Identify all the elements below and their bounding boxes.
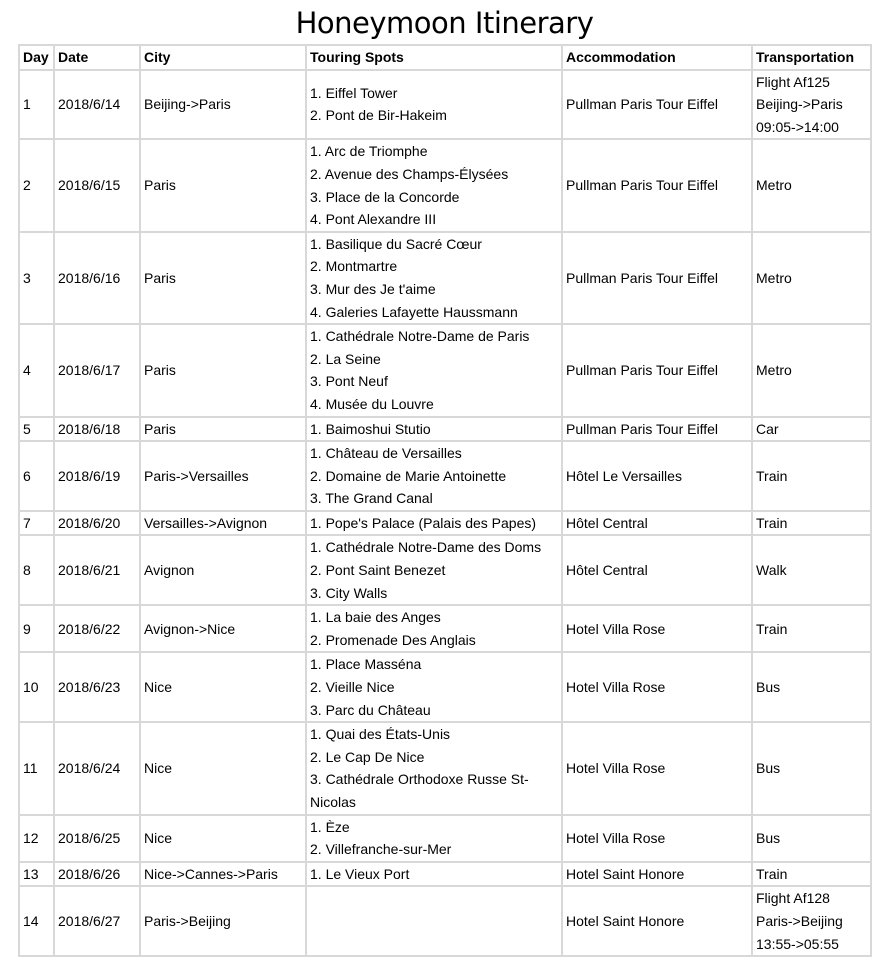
- transportation-line: Metro: [756, 362, 792, 379]
- accommodation-cell: Hotel Saint Honore: [562, 886, 752, 956]
- date-cell: 2018/6/25: [54, 815, 140, 862]
- touring-spot: 1. Pope's Palace (Palais des Papes): [310, 514, 537, 531]
- touring-spots-cell: [306, 722, 562, 814]
- transportation-line: Metro: [756, 177, 792, 194]
- touring-spot: 2. Domaine de Marie Antoinette: [310, 467, 507, 484]
- touring-spots-cell: [306, 886, 562, 956]
- touring-spot: 2. Avenue des Champs-Élysées: [310, 165, 509, 182]
- city-cell: Beijing->Paris: [140, 70, 306, 140]
- touring-spot: 4. Pont Alexandre III: [310, 211, 437, 228]
- table-row: [19, 232, 871, 324]
- touring-spot: 3. Mur des Je t'aime: [310, 280, 436, 297]
- date-cell: 2018/6/17: [54, 324, 140, 416]
- touring-spots-cell: [306, 139, 562, 231]
- day-cell: 12: [19, 815, 54, 862]
- city-cell: Paris->Beijing: [140, 886, 306, 956]
- touring-spot: 2. Villefranche-sur-Mer: [310, 841, 452, 858]
- touring-spot: 2. La Seine: [310, 350, 381, 367]
- touring-spot: 2. Pont Saint Benezet: [310, 562, 446, 579]
- accommodation-cell: Hotel Saint Honore: [562, 862, 752, 887]
- transportation-cell: [752, 232, 871, 324]
- date-cell: 2018/6/26: [54, 862, 140, 887]
- table-row: [19, 417, 871, 442]
- city-cell: Paris: [140, 324, 306, 416]
- touring-spot: 1. Le Vieux Port: [310, 865, 410, 882]
- touring-spots-cell: [306, 605, 562, 652]
- transportation-cell: [752, 417, 871, 442]
- accommodation-cell: Hotel Villa Rose: [562, 722, 752, 814]
- transportation-line: Train: [756, 620, 788, 637]
- transportation-line: Metro: [756, 269, 792, 286]
- header-date: Date: [54, 45, 140, 70]
- table-row: [19, 862, 871, 887]
- touring-spots-cell: [306, 862, 562, 887]
- header-touring-spots: Touring Spots: [306, 45, 562, 70]
- touring-spots-cell: [306, 652, 562, 722]
- touring-spots-cell: [306, 511, 562, 536]
- touring-spot: 1. Cathédrale Notre-Dame des Doms: [310, 539, 542, 556]
- day-cell: 14: [19, 886, 54, 956]
- transportation-cell: [752, 441, 871, 511]
- city-cell: Paris: [140, 232, 306, 324]
- touring-spot: 1. Quai des États-Unis: [310, 726, 451, 743]
- date-cell: 2018/6/24: [54, 722, 140, 814]
- transportation-cell: [752, 605, 871, 652]
- touring-spot: 1. Arc de Triomphe: [310, 143, 428, 160]
- table-row: [19, 441, 871, 511]
- day-cell: 4: [19, 324, 54, 416]
- accommodation-cell: Pullman Paris Tour Eiffel: [562, 232, 752, 324]
- touring-spot: 1. Baimoshui Stutio: [310, 420, 431, 437]
- header-accommodation: Accommodation: [562, 45, 752, 70]
- table-row: [19, 886, 871, 956]
- day-cell: 11: [19, 722, 54, 814]
- accommodation-cell: Hôtel Central: [562, 511, 752, 536]
- city-cell: Nice: [140, 652, 306, 722]
- touring-spot: 1. Basilique du Sacré Cœur: [310, 235, 482, 252]
- city-cell: Avignon->Nice: [140, 605, 306, 652]
- touring-spots-cell: [306, 441, 562, 511]
- table-row: [19, 652, 871, 722]
- table-row: [19, 324, 871, 416]
- touring-spots-cell: [306, 815, 562, 862]
- header-city: City: [140, 45, 306, 70]
- date-cell: 2018/6/16: [54, 232, 140, 324]
- touring-spots-cell: [306, 324, 562, 416]
- touring-spot: 1. La baie des Anges: [310, 609, 441, 626]
- transportation-line: Train: [756, 467, 788, 484]
- city-cell: Paris: [140, 417, 306, 442]
- transportation-cell: [752, 511, 871, 536]
- touring-spot: 2. Promenade Des Anglais: [310, 631, 476, 648]
- touring-spot: 3. Cathédrale Orthodoxe Russe St-Nicolas: [310, 771, 529, 810]
- city-cell: Nice->Cannes->Paris: [140, 862, 306, 887]
- day-cell: 6: [19, 441, 54, 511]
- date-cell: 2018/6/14: [54, 70, 140, 140]
- transportation-cell: [752, 324, 871, 416]
- accommodation-cell: Pullman Paris Tour Eiffel: [562, 417, 752, 442]
- touring-spot: 3. Pont Neuf: [310, 373, 388, 390]
- date-cell: 2018/6/15: [54, 139, 140, 231]
- date-cell: 2018/6/23: [54, 652, 140, 722]
- page-title: Honeymoon Itinerary: [295, 6, 594, 40]
- itinerary-body: [19, 70, 871, 957]
- accommodation-cell: Hôtel Le Versailles: [562, 441, 752, 511]
- transportation-cell: [752, 535, 871, 605]
- day-cell: 2: [19, 139, 54, 231]
- touring-spot: 1. Cathédrale Notre-Dame de Paris: [310, 328, 530, 345]
- header-transportation: Transportation: [752, 45, 871, 70]
- accommodation-cell: Hôtel Central: [562, 535, 752, 605]
- transportation-cell: [752, 139, 871, 231]
- touring-spot: 4. Musée du Louvre: [310, 395, 434, 412]
- date-cell: 2018/6/22: [54, 605, 140, 652]
- day-cell: 9: [19, 605, 54, 652]
- touring-spot: 1. Place Masséna: [310, 656, 422, 673]
- touring-spot: 2. Pont de Bir-Hakeim: [310, 107, 447, 124]
- transportation-line: Beijing->Paris: [756, 96, 843, 113]
- city-cell: Avignon: [140, 535, 306, 605]
- touring-spot: 3. Place de la Concorde: [310, 188, 460, 205]
- table-row: [19, 139, 871, 231]
- date-cell: 2018/6/20: [54, 511, 140, 536]
- itinerary-table: [18, 44, 872, 957]
- day-cell: 10: [19, 652, 54, 722]
- header-row: [19, 45, 871, 70]
- touring-spot: 2. Montmartre: [310, 258, 398, 275]
- accommodation-cell: Hotel Villa Rose: [562, 815, 752, 862]
- transportation-line: Train: [756, 514, 788, 531]
- day-cell: 3: [19, 232, 54, 324]
- transportation-line: Train: [756, 865, 788, 882]
- touring-spots-cell: [306, 417, 562, 442]
- touring-spot: 2. Le Cap De Nice: [310, 748, 425, 765]
- city-cell: Paris->Versailles: [140, 441, 306, 511]
- touring-spot: 1. Eiffel Tower: [310, 84, 398, 101]
- day-cell: 1: [19, 70, 54, 140]
- day-cell: 8: [19, 535, 54, 605]
- touring-spot: 3. City Walls: [310, 584, 388, 601]
- transportation-cell: [752, 862, 871, 887]
- day-cell: 13: [19, 862, 54, 887]
- table-row: [19, 535, 871, 605]
- touring-spot: 1. Château de Versailles: [310, 445, 462, 462]
- touring-spots-cell: [306, 535, 562, 605]
- table-row: [19, 815, 871, 862]
- transportation-line: 13:55->05:55: [756, 935, 839, 952]
- city-cell: Nice: [140, 722, 306, 814]
- accommodation-cell: Pullman Paris Tour Eiffel: [562, 324, 752, 416]
- header-day: Day: [19, 45, 54, 70]
- transportation-cell: [752, 886, 871, 956]
- date-cell: 2018/6/18: [54, 417, 140, 442]
- date-cell: 2018/6/27: [54, 886, 140, 956]
- accommodation-cell: Pullman Paris Tour Eiffel: [562, 139, 752, 231]
- touring-spot: 1. Èze: [310, 818, 350, 835]
- transportation-line: Bus: [756, 829, 781, 846]
- accommodation-cell: Pullman Paris Tour Eiffel: [562, 70, 752, 140]
- transportation-cell: [752, 815, 871, 862]
- accommodation-cell: Hotel Villa Rose: [562, 605, 752, 652]
- transportation-line: Flight Af128: [756, 890, 830, 907]
- touring-spots-cell: [306, 232, 562, 324]
- city-cell: Paris: [140, 139, 306, 231]
- city-cell: Versailles->Avignon: [140, 511, 306, 536]
- touring-spot: 3. Parc du Château: [310, 701, 431, 718]
- date-cell: 2018/6/21: [54, 535, 140, 605]
- touring-spot: 4. Galeries Lafayette Haussmann: [310, 303, 518, 320]
- table-row: [19, 70, 871, 140]
- transportation-line: Bus: [756, 679, 781, 696]
- transportation-line: Car: [756, 420, 779, 437]
- transportation-line: Walk: [756, 562, 787, 579]
- transportation-line: Paris->Beijing: [756, 912, 843, 929]
- transportation-cell: [752, 652, 871, 722]
- day-cell: 7: [19, 511, 54, 536]
- transportation-line: Flight Af125: [756, 73, 830, 90]
- city-cell: Nice: [140, 815, 306, 862]
- date-cell: 2018/6/19: [54, 441, 140, 511]
- transportation-cell: [752, 70, 871, 140]
- touring-spot: 2. Vieille Nice: [310, 679, 395, 696]
- table-row: [19, 605, 871, 652]
- day-cell: 5: [19, 417, 54, 442]
- transportation-cell: [752, 722, 871, 814]
- transportation-line: Bus: [756, 760, 781, 777]
- touring-spots-cell: [306, 70, 562, 140]
- accommodation-cell: Hotel Villa Rose: [562, 652, 752, 722]
- transportation-line: 09:05->14:00: [756, 118, 839, 135]
- table-row: [19, 722, 871, 814]
- table-row: [19, 511, 871, 536]
- touring-spot: 3. The Grand Canal: [310, 490, 433, 507]
